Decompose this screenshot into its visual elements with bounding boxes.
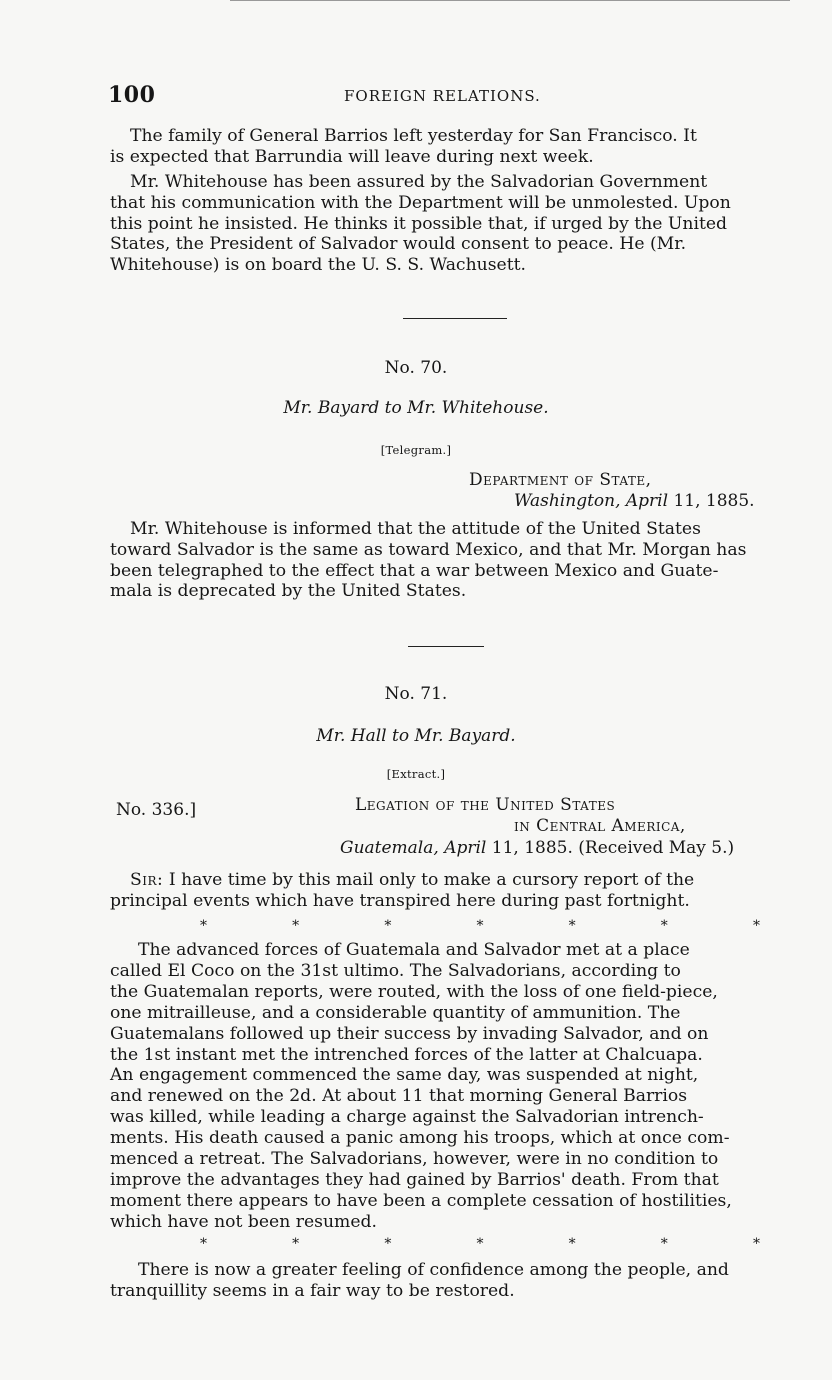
dispatch-number: No. 336.] — [116, 800, 197, 820]
text-line: moment there appears to have been a complete cessation of hostilities, — [110, 1190, 732, 1211]
text-line: There is now a greater feeling of confidence among the people, and — [138, 1260, 729, 1280]
correspondents: Mr. Bayard to Mr. Whitehouse. — [283, 398, 549, 418]
text-line: the 1st instant met the intrenched forces of the latter at Chalcuapa. — [110, 1044, 703, 1065]
opening-paragraph — [110, 870, 800, 912]
place-date-place: Guatemala, April — [340, 838, 487, 858]
star: * — [568, 918, 576, 934]
origin-line: in Central America, — [514, 816, 686, 836]
star: * — [292, 1236, 300, 1252]
section-divider — [403, 318, 507, 319]
place-date-rest: 11, 1885. (Received May 5.) — [491, 838, 735, 858]
intro-paragraph-1 — [110, 126, 800, 168]
star: * — [200, 1236, 207, 1252]
page-top-edge — [230, 0, 790, 1]
star: * — [476, 1236, 484, 1252]
text-line: is expected that Barrundia will leave during next week. — [110, 146, 594, 167]
text-line: Mr. Whitehouse is informed that the attitude of the United States — [130, 519, 701, 539]
star: * — [384, 1236, 392, 1252]
text-line: one mitrailleuse, and a considerable quantity of ammunition. The — [110, 1002, 681, 1023]
text-line: principal events which have transpired here during past fortnight. — [110, 890, 690, 911]
ellipsis-stars — [200, 918, 760, 934]
text-line: menced a retreat. The Salvadorians, however, were in no condition to — [110, 1149, 719, 1170]
text-line: mala is deprecated by the United States. — [110, 581, 467, 602]
place-date-place: Washington, April — [514, 491, 669, 511]
closing-paragraph — [110, 1260, 800, 1302]
ellipsis-stars — [200, 1236, 760, 1252]
text-line: Guatemalans followed up their success by invading Salvador, and on — [110, 1023, 709, 1044]
section-divider — [408, 646, 484, 647]
text-line: Whitehouse) is on board the U. S. S. Wachusett. — [110, 255, 526, 276]
text-line: The family of General Barrios left yesterday for San Francisco. It — [130, 126, 697, 146]
text-line: improve the advantages they had gained by Barrios' death. From that — [110, 1169, 719, 1190]
star: * — [292, 918, 300, 934]
star: * — [476, 918, 484, 934]
star: * — [200, 918, 207, 934]
text-line: ments. His death caused a panic among his troops, which at once com- — [110, 1128, 730, 1149]
text-line: that his communication with the Department will be unmolested. Upon — [110, 192, 731, 213]
star: * — [660, 918, 668, 934]
text-line: which have not been resumed. — [110, 1211, 377, 1232]
opening-text: I have time by this mail only to make a cursory report of the — [168, 870, 695, 890]
salutation: Sir: — [130, 870, 164, 890]
running-title: FOREIGN RELATIONS. — [344, 87, 541, 105]
place-date-line — [514, 491, 755, 511]
text-line: toward Salvador is the same as toward Mexico, and that Mr. Morgan has — [110, 539, 747, 560]
document-number: No. 70. — [384, 358, 448, 378]
place-date-rest: 11, 1885. — [673, 491, 755, 511]
star: * — [384, 918, 392, 934]
text-line: The advanced forces of Guatemala and Salvador met at a place — [138, 940, 690, 960]
correspondents: Mr. Hall to Mr. Bayard. — [316, 726, 516, 746]
text-line: Mr. Whitehouse has been assured by the Salvadorian Government — [130, 172, 708, 192]
intro-paragraph-2 — [110, 172, 800, 276]
star: * — [752, 1236, 760, 1252]
star: * — [568, 1236, 576, 1252]
text-line: been telegraphed to the effect that a war between Mexico and Guate- — [110, 560, 719, 581]
text-line: An engagement commenced the same day, was suspended at night, — [110, 1065, 699, 1086]
text-line: tranquillity seems in a fair way to be restored. — [110, 1280, 515, 1301]
text-line — [110, 870, 800, 891]
document-note: [Extract.] — [386, 767, 446, 781]
text-line: States, the President of Salvador would consent to peace. He (Mr. — [110, 234, 687, 255]
page-number: 100 — [108, 82, 156, 108]
text-line: called El Coco on the 31st ultimo. The Salvadorians, according to — [110, 960, 681, 981]
text-line: this point he insisted. He thinks it possible that, if urged by the United — [110, 213, 728, 234]
star: * — [660, 1236, 668, 1252]
document-note: [Telegram.] — [380, 443, 452, 457]
document-number: No. 71. — [384, 684, 448, 704]
origin-line: Department of State, — [469, 470, 652, 490]
star: * — [752, 918, 760, 934]
origin-line: Legation of the United States — [355, 795, 616, 815]
telegram-body — [110, 519, 800, 602]
text-line: was killed, while leading a charge against the Salvadorian intrench- — [110, 1107, 704, 1128]
text-line: and renewed on the 2d. At about 11 that morning General Barrios — [110, 1086, 688, 1107]
text-line: the Guatemalan reports, were routed, with the loss of one field-piece, — [110, 981, 718, 1002]
report-body — [110, 940, 800, 1233]
place-date-line — [340, 838, 734, 858]
